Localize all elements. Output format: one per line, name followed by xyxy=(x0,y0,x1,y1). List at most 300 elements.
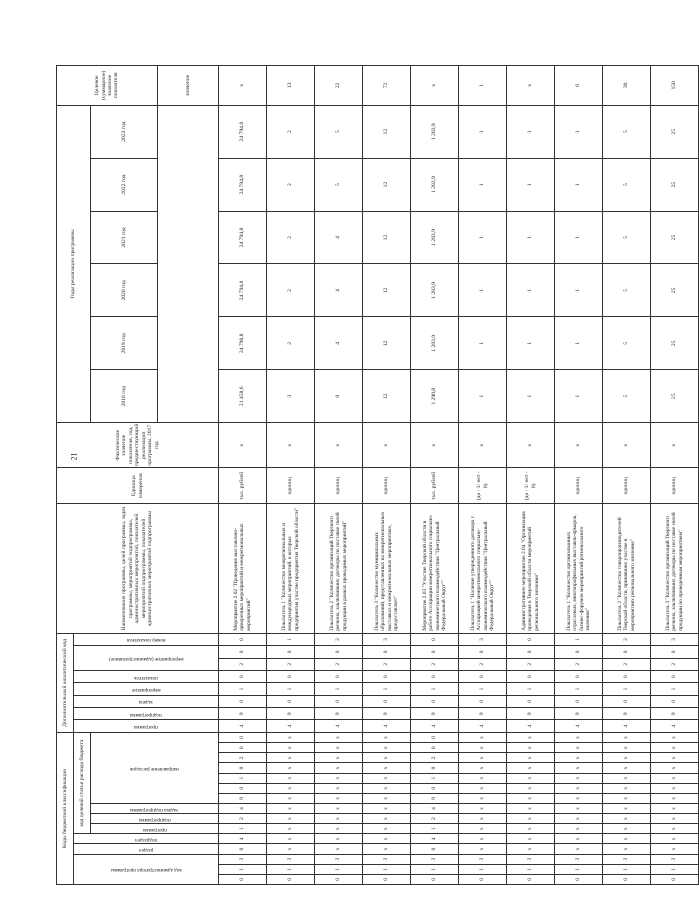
code-cell: х xyxy=(507,763,555,773)
code-cell: х xyxy=(363,753,411,763)
admin-code-header: код администратора программы xyxy=(74,854,219,884)
code-cell: х xyxy=(363,844,411,854)
add-code-cell: 2 xyxy=(603,633,651,645)
code-cell: х xyxy=(315,783,363,793)
year-value: 1 xyxy=(507,105,555,158)
year-value: 1 xyxy=(555,264,603,317)
target-value-header: значение xyxy=(158,66,219,106)
add-code-cell: 0 xyxy=(219,633,267,645)
add-code-cell: 0 xyxy=(651,695,699,707)
code-cell: х xyxy=(555,753,603,763)
year-value: 1 xyxy=(459,105,507,158)
row-total: 13 xyxy=(267,66,315,106)
code-cell: 1 xyxy=(363,864,411,874)
year-value: 1 xyxy=(507,370,555,423)
row-unit: тыс. рублей xyxy=(411,468,459,504)
add-code-cell: 0 xyxy=(363,646,411,658)
year-2021-header: 2021 год xyxy=(91,211,158,264)
code-cell: х xyxy=(555,763,603,773)
code-cell: х xyxy=(315,773,363,783)
code-cell: х xyxy=(651,844,699,854)
add-code-cell: 0 xyxy=(507,646,555,658)
add-code-cell: 2 xyxy=(651,658,699,670)
code-cell: х xyxy=(555,773,603,783)
year-value: 1 xyxy=(555,317,603,370)
code-cell: х xyxy=(267,773,315,783)
year-value: 1 xyxy=(459,211,507,264)
code-cell: х xyxy=(507,753,555,763)
code-cell: х xyxy=(651,804,699,814)
code-cell: 0 xyxy=(219,732,267,742)
add-code-cell: 2 xyxy=(315,633,363,645)
code-cell: 2 xyxy=(411,753,459,763)
code-cell: х xyxy=(507,793,555,803)
row-name: Показатель 1 "Наличие утвержденного договора с Ассоциацией межрегионального социально-экономического взаимодействия "Центральный Федеральный Округ"" xyxy=(459,504,507,633)
code-cell: 1 xyxy=(459,864,507,874)
row-total: 150 xyxy=(651,66,699,106)
year-value: 12 xyxy=(363,158,411,211)
code-cell: 3 xyxy=(651,854,699,864)
code-cell: х xyxy=(507,783,555,793)
code-cell: х xyxy=(315,834,363,844)
code-cell: х xyxy=(267,834,315,844)
code-cell: х xyxy=(555,804,603,814)
year-value: 4 xyxy=(315,211,363,264)
add-code-cell: 1 xyxy=(651,683,699,695)
add-code-cell: 9 xyxy=(219,708,267,720)
code-cell: х xyxy=(267,824,315,834)
row-unit: единиц xyxy=(363,468,411,504)
add-code-cell: 4 xyxy=(507,720,555,732)
year-value: 2 xyxy=(267,158,315,211)
code-cell: 0 xyxy=(219,874,267,884)
add-code-cell: 0 xyxy=(651,646,699,658)
add-code-cell: 1 xyxy=(411,683,459,695)
year-2019-header: 2019 год xyxy=(91,317,158,370)
year-value: 12 xyxy=(363,211,411,264)
code-cell: 1 xyxy=(555,864,603,874)
row-name: Показатель 1 "Количество организованных отраслевых, многопрофильных выставок-ярмарок, бизнес-форумов мероприятий регионального значения" xyxy=(555,504,603,633)
row-total: х xyxy=(219,66,267,106)
section-header: раздел xyxy=(74,844,219,854)
code-cell: х xyxy=(459,814,507,824)
code-cell: 3 xyxy=(363,854,411,864)
code-cell: х xyxy=(267,814,315,824)
code-cell: х xyxy=(651,834,699,844)
code-cell: х xyxy=(507,732,555,742)
add-code-cell: 4 xyxy=(411,720,459,732)
code-cell: х xyxy=(315,844,363,854)
year-value: 24 790,8 xyxy=(219,317,267,370)
row-fact: х xyxy=(555,423,603,468)
code-cell: 1 xyxy=(219,824,267,834)
code-cell: х xyxy=(555,834,603,844)
row-name: Показатель 3 "Количество организаций Тверского региона, заключивших договоры по поставке своей продукции по проведенным мероприятиям" xyxy=(651,504,699,633)
row-total: х xyxy=(507,66,555,106)
table-row xyxy=(651,66,699,885)
code-cell: х xyxy=(267,763,315,773)
code-cell: 0 xyxy=(219,844,267,854)
row-fact: х xyxy=(603,423,651,468)
year-2022-header: 2022 год xyxy=(91,158,158,211)
add-code-cell: 0 xyxy=(411,671,459,683)
code-cell: х xyxy=(315,763,363,773)
code-cell: х xyxy=(459,804,507,814)
year-value: 5 xyxy=(315,158,363,211)
year-value: 3 xyxy=(267,370,315,423)
code-cell: х xyxy=(603,814,651,824)
code-cell: 1 xyxy=(219,864,267,874)
add-code-cell: 0 xyxy=(555,646,603,658)
code-cell: 4 xyxy=(411,834,459,844)
code-cell: х xyxy=(267,753,315,763)
code-cell: х xyxy=(363,804,411,814)
add-code-cell: 0 xyxy=(411,633,459,645)
add-code-cell: 0 xyxy=(267,671,315,683)
code-cell: 3 xyxy=(267,854,315,864)
code-cell: х xyxy=(315,814,363,824)
year-value: 1 xyxy=(459,317,507,370)
add-code-cell: 2 xyxy=(603,658,651,670)
code-cell: х xyxy=(363,834,411,844)
code-cell: х xyxy=(267,743,315,753)
code-cell: 0 xyxy=(219,763,267,773)
add-code-cell: 4 xyxy=(651,720,699,732)
code-cell: х xyxy=(459,732,507,742)
code-cell: 0 xyxy=(363,874,411,884)
years-header: Годы реализации программы xyxy=(57,105,91,423)
add-code-cell: 4 xyxy=(363,720,411,732)
add-code-cell: 0 xyxy=(315,646,363,658)
code-cell: х xyxy=(555,783,603,793)
add-code-cell: 9 xyxy=(315,708,363,720)
add-code-cell: 9 xyxy=(411,708,459,720)
table-row xyxy=(411,66,459,885)
table-row xyxy=(603,66,651,885)
year-value: 1 283,9 xyxy=(411,317,459,370)
add-code-cell: 1 xyxy=(363,683,411,695)
code-cell: х xyxy=(651,743,699,753)
code-cell: х xyxy=(507,824,555,834)
table-row xyxy=(315,66,363,885)
year-value: 12 xyxy=(363,317,411,370)
code-cell: х xyxy=(363,793,411,803)
year-value: 24 794,8 xyxy=(219,211,267,264)
expense-direction-header: направление расходов xyxy=(91,732,219,803)
code-cell: х xyxy=(459,743,507,753)
code-cell: х xyxy=(363,824,411,834)
code-cell: 0 xyxy=(411,844,459,854)
row-unit: единиц xyxy=(267,468,315,504)
table-row xyxy=(555,66,603,885)
code-cell: х xyxy=(315,824,363,834)
add-col-task: задача xyxy=(74,695,219,707)
year-value: 1 xyxy=(459,370,507,423)
code-cell: х xyxy=(267,783,315,793)
add-col-indicator: показатель xyxy=(74,671,219,683)
code-cell: х xyxy=(603,763,651,773)
code-cell: 4 xyxy=(411,804,459,814)
code-cell: х xyxy=(603,753,651,763)
code-cell: х xyxy=(459,844,507,854)
add-code-cell: 3 xyxy=(363,633,411,645)
add-code-cell: 0 xyxy=(507,671,555,683)
add-code-cell: 0 xyxy=(603,671,651,683)
code-cell: х xyxy=(507,814,555,824)
year-value: 4 xyxy=(315,317,363,370)
add-code-cell: 0 xyxy=(363,671,411,683)
code-cell: х xyxy=(267,844,315,854)
row-total: 6 xyxy=(555,66,603,106)
code-cell: х xyxy=(315,793,363,803)
row-total: х xyxy=(411,66,459,106)
code-cell: 0 xyxy=(411,874,459,884)
target-program-header: программа xyxy=(91,824,219,834)
add-code-cell: 0 xyxy=(555,695,603,707)
add-code-cell: 9 xyxy=(651,708,699,720)
add-code-cell: 1 xyxy=(555,683,603,695)
code-cell: х xyxy=(651,773,699,783)
code-cell: 3 xyxy=(459,854,507,864)
code-cell: х xyxy=(603,793,651,803)
name-header: Наименование программы, целей программы, задач программы, мероприятий подпрограммы, административных мероприятий, показателей мероприятий подпрограммы, показателей административных мероприятий подпрограммы xyxy=(57,504,219,633)
row-unit: (да - 1/ нет - 0) xyxy=(507,468,555,504)
code-cell: х xyxy=(555,844,603,854)
add-code-cell: 0 xyxy=(555,671,603,683)
table-row xyxy=(459,66,507,885)
year-value: 21 458,6 xyxy=(219,370,267,423)
code-cell: 1 xyxy=(651,864,699,874)
year-value: 5 xyxy=(315,105,363,158)
code-cell: х xyxy=(459,773,507,783)
add-code-cell: 4 xyxy=(267,720,315,732)
add-col-indicator-number: номер показателя xyxy=(74,633,219,645)
years-spacer xyxy=(158,105,219,423)
year-2018-header: 2018 год xyxy=(91,370,158,423)
year-value: 5 xyxy=(603,317,651,370)
row-unit: (да - 1/ нет - 0) xyxy=(459,468,507,504)
add-code-cell: 0 xyxy=(459,646,507,658)
code-cell: 1 xyxy=(411,773,459,783)
code-cell: х xyxy=(267,793,315,803)
row-unit: тыс. рублей xyxy=(219,468,267,504)
code-cell: х xyxy=(651,783,699,793)
code-cell: х xyxy=(459,783,507,793)
program-table xyxy=(56,65,699,885)
code-cell: 0 xyxy=(219,743,267,753)
year-value: 1 283,9 xyxy=(411,105,459,158)
year-value: 25 xyxy=(651,105,699,158)
row-total: 72 xyxy=(363,66,411,106)
add-code-cell: 9 xyxy=(555,708,603,720)
target-subprogram-header: подпрограмма xyxy=(91,814,219,824)
fact-header: Фактическое значение показателя, год, предшествующий реализации программы, 2017 год xyxy=(57,423,219,468)
year-value: 12 xyxy=(363,370,411,423)
add-code-cell: 3 xyxy=(459,633,507,645)
year-value: 25 xyxy=(651,158,699,211)
row-fact: х xyxy=(315,423,363,468)
row-unit: единиц xyxy=(315,468,363,504)
add-code-cell: 1 xyxy=(267,633,315,645)
add-code-cell: 0 xyxy=(219,671,267,683)
add-code-cell: 9 xyxy=(267,708,315,720)
row-fact: х xyxy=(267,423,315,468)
code-cell: 3 xyxy=(507,854,555,864)
code-cell: х xyxy=(507,844,555,854)
year-value: 12 xyxy=(363,264,411,317)
row-fact: х xyxy=(507,423,555,468)
row-fact: х xyxy=(363,423,411,468)
add-code-cell: 2 xyxy=(555,658,603,670)
add-code-cell: 1 xyxy=(267,683,315,695)
row-name: Административное мероприятие 2.04 "Организация проведения в Тверской области мероприятий регионального значения" xyxy=(507,504,555,633)
row-name: Показатель 2 "Количество товаропроизводителей Тверской области, принявших участие в мероприятиях регионального значения" xyxy=(603,504,651,633)
code-cell: 3 xyxy=(315,854,363,864)
add-code-cell: 1 xyxy=(459,683,507,695)
page-number: 21 xyxy=(69,452,79,461)
row-name: Мероприятие 2.02 "Проведение выставочно-ярмарочных мероприятий и межрегиональных мероприятий" xyxy=(219,504,267,633)
code-cell: х xyxy=(651,793,699,803)
add-code-cell: 0 xyxy=(603,646,651,658)
code-cell: х xyxy=(651,814,699,824)
table-row xyxy=(363,66,411,885)
code-cell: х xyxy=(507,834,555,844)
row-fact: х xyxy=(411,423,459,468)
add-code-cell: 0 xyxy=(315,671,363,683)
add-code-cell: 4 xyxy=(603,720,651,732)
target-article-header: код целевой статьи расхода бюджета xyxy=(74,732,91,834)
target-task-header: задача подпрограммы xyxy=(91,804,219,814)
add-code-cell: 4 xyxy=(555,720,603,732)
code-cell: 0 xyxy=(411,783,459,793)
code-cell: х xyxy=(507,804,555,814)
code-cell: 4 xyxy=(219,804,267,814)
row-total: 1 xyxy=(459,66,507,106)
code-cell: х xyxy=(459,753,507,763)
code-cell: х xyxy=(363,763,411,773)
year-value: 2 xyxy=(267,264,315,317)
code-cell: 1 xyxy=(603,864,651,874)
code-cell: 1 xyxy=(507,864,555,874)
year-value: 24 794,8 xyxy=(219,105,267,158)
add-code-cell: 0 xyxy=(363,695,411,707)
add-col-admin-measure: мероприятие (административное) xyxy=(74,646,219,671)
add-code-cell: 2 xyxy=(315,658,363,670)
add-code-cell: 9 xyxy=(363,708,411,720)
code-cell: 1 xyxy=(315,864,363,874)
code-cell: 9 xyxy=(219,793,267,803)
code-cell: 3 xyxy=(411,854,459,864)
code-cell: 2 xyxy=(411,814,459,824)
row-fact: х xyxy=(459,423,507,468)
year-value: 1 xyxy=(555,105,603,158)
add-code-cell: 9 xyxy=(603,708,651,720)
code-cell: х xyxy=(267,804,315,814)
year-value: 25 xyxy=(651,211,699,264)
code-cell: х xyxy=(315,753,363,763)
year-value: 5 xyxy=(603,211,651,264)
row-fact: х xyxy=(219,423,267,468)
code-cell: х xyxy=(555,824,603,834)
add-code-cell: 9 xyxy=(459,708,507,720)
code-cell: х xyxy=(507,743,555,753)
add-code-cell: 1 xyxy=(555,633,603,645)
year-value: 4 xyxy=(315,264,363,317)
code-cell: х xyxy=(603,844,651,854)
add-code-cell: 0 xyxy=(651,671,699,683)
year-value: 25 xyxy=(651,317,699,370)
code-cell: 0 xyxy=(315,874,363,884)
code-cell: 0 xyxy=(555,874,603,884)
code-cell: х xyxy=(507,773,555,783)
add-code-cell: 1 xyxy=(507,683,555,695)
add-code-cell: 0 xyxy=(411,646,459,658)
code-cell: х xyxy=(651,753,699,763)
year-value: 25 xyxy=(651,264,699,317)
add-code-cell: 0 xyxy=(507,633,555,645)
year-value: 0 xyxy=(315,370,363,423)
year-value: 1 283,9 xyxy=(411,158,459,211)
add-col-program: программа xyxy=(74,720,219,732)
row-name: Показатель 1 "Количество межрегиональных и международных мероприятий, в которых предприятия участие предприятия Тверской области" xyxy=(267,504,315,633)
code-cell: 1 xyxy=(267,864,315,874)
code-cell: 1 xyxy=(411,824,459,834)
add-code-cell: 1 xyxy=(603,683,651,695)
code-cell: 2 xyxy=(219,814,267,824)
table-row xyxy=(507,66,555,885)
code-cell: х xyxy=(315,804,363,814)
target-header: Целевое (суммарное) значение показателя xyxy=(57,66,158,106)
code-cell: х xyxy=(363,773,411,783)
unit-header: Единица измерения xyxy=(57,468,219,504)
subsection-header: подраздел xyxy=(74,834,219,844)
year-value: 1 283,9 xyxy=(411,211,459,264)
year-value: 5 xyxy=(603,264,651,317)
row-name: Мероприятие 2.03 "Участие Тверской области в работе Ассоциации межрегионального социально-экономического взаимодействия "Центральный Федеральный Округ"" xyxy=(411,504,459,633)
code-cell: 3 xyxy=(603,854,651,864)
add-code-cell: 0 xyxy=(459,671,507,683)
row-unit: единиц xyxy=(651,468,699,504)
add-code-cell: 2 xyxy=(219,658,267,670)
add-code-cell: 4 xyxy=(219,720,267,732)
year-value: 2 xyxy=(267,105,315,158)
year-value: 1 xyxy=(507,211,555,264)
code-cell: х xyxy=(363,814,411,824)
year-value: 5 xyxy=(603,105,651,158)
code-cell: х xyxy=(363,743,411,753)
add-code-header: Дополнительный аналитический код xyxy=(57,633,74,732)
row-total: 30 xyxy=(603,66,651,106)
code-cell: 1 xyxy=(411,864,459,874)
row-name: Показатель 2 "Количество организаций Тверского региона, заключивших договоры по поставке своей продукции в рамках проводимых мероприятий" xyxy=(315,504,363,633)
code-cell: х xyxy=(555,732,603,742)
code-cell: 4 xyxy=(219,834,267,844)
code-cell: 0 xyxy=(651,874,699,884)
rotated-table-container xyxy=(56,65,684,885)
add-code-cell: 2 xyxy=(363,658,411,670)
code-cell: х xyxy=(315,732,363,742)
code-cell: 0 xyxy=(219,783,267,793)
code-cell: 0 xyxy=(411,763,459,773)
year-value: 1 283,9 xyxy=(411,264,459,317)
code-cell: х xyxy=(603,834,651,844)
code-cell: 0 xyxy=(603,874,651,884)
code-cell: х xyxy=(603,773,651,783)
code-cell: х xyxy=(315,743,363,753)
code-cell: 0 xyxy=(459,874,507,884)
year-value: 1 xyxy=(555,211,603,264)
code-cell: 3 xyxy=(555,854,603,864)
